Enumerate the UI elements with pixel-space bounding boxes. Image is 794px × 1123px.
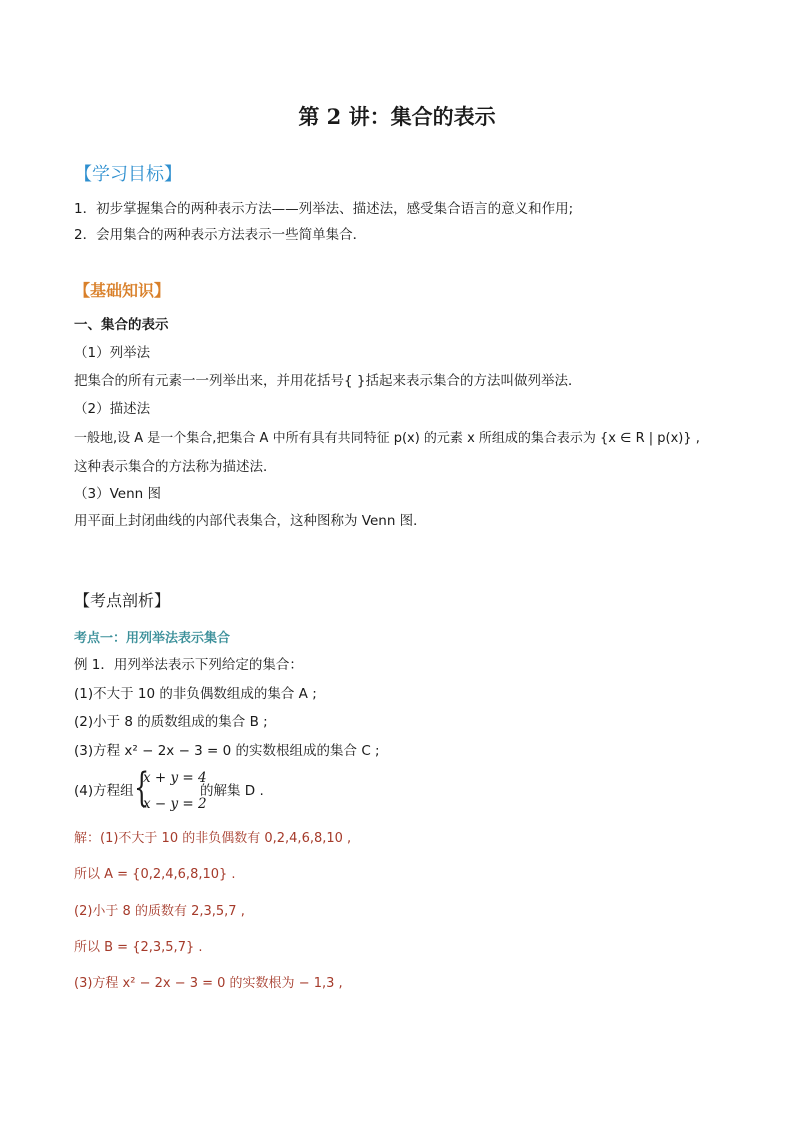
example-1: 例 1．用列举法表示下列给定的集合： (74, 657, 303, 673)
question-2: (2)小于 8 的质数组成的集合 B ; (74, 714, 268, 730)
solution-line-4: 所以 B = {2,3,5,7} . (74, 940, 203, 955)
objective-item-2: 2．会用集合的两种表示方法表示一些简单集合． (74, 227, 367, 243)
question-4-suffix: 的解集 D . (200, 783, 264, 799)
page-title: 第 2 讲：集合的表示 (298, 104, 496, 129)
method-2-text-b: 这种表示集合的方法称为描述法． (74, 459, 277, 475)
objectives-heading: 【学习目标】 (74, 164, 182, 185)
analysis-heading: 【考点剖析】 (74, 591, 171, 610)
point-1-title: 考点一：用列举法表示集合 (74, 631, 231, 646)
equation-system-brace: { (134, 765, 150, 811)
solution-line-1: 解：(1)不大于 10 的非负偶数有 0,2,4,6,8,10 , (74, 831, 352, 846)
question-3: (3)方程 x² − 2x − 3 = 0 的实数根组成的集合 C ; (74, 743, 380, 759)
method-2-title: （2）描述法 (74, 401, 151, 417)
objective-item-1: 1．初步掌握集合的两种表示方法——列举法、描述法，感受集合语言的意义和作用; (74, 201, 574, 217)
question-1: (1)不大于 10 的非负偶数组成的集合 A ; (74, 686, 317, 702)
method-3-title: （3）Venn 图 (74, 486, 161, 502)
method-2-text-a: 一般地,设 A 是一个集合,把集合 A 中所有具有共同特征 p(x) 的元素 x 所组成的集合表示为 {x ∈ R | p(x)} , (74, 431, 700, 446)
basics-heading: 【基础知识】 (74, 281, 171, 300)
question-4-prefix: (4)方程组 (74, 783, 134, 799)
solution-line-3: (2)小于 8 的质数有 2,3,5,7 , (74, 904, 245, 919)
section-title: 一、集合的表示 (74, 317, 169, 333)
method-1-text: 把集合的所有元素一一列举出来，并用花括号{ }括起来表示集合的方法叫做列举法． (74, 373, 582, 389)
solution-line-2: 所以 A = {0,2,4,6,8,10} . (74, 867, 236, 882)
question-4-equation-2: x − y = 2 (143, 796, 207, 812)
method-3-text: 用平面上封闭曲线的内部代表集合，这种图称为 Venn 图． (74, 513, 427, 529)
method-1-title: （1）列举法 (74, 345, 151, 361)
solution-line-5: (3)方程 x² − 2x − 3 = 0 的实数根为 − 1,3 , (74, 976, 343, 991)
question-4-equation-1: x + y = 4 (143, 770, 207, 786)
